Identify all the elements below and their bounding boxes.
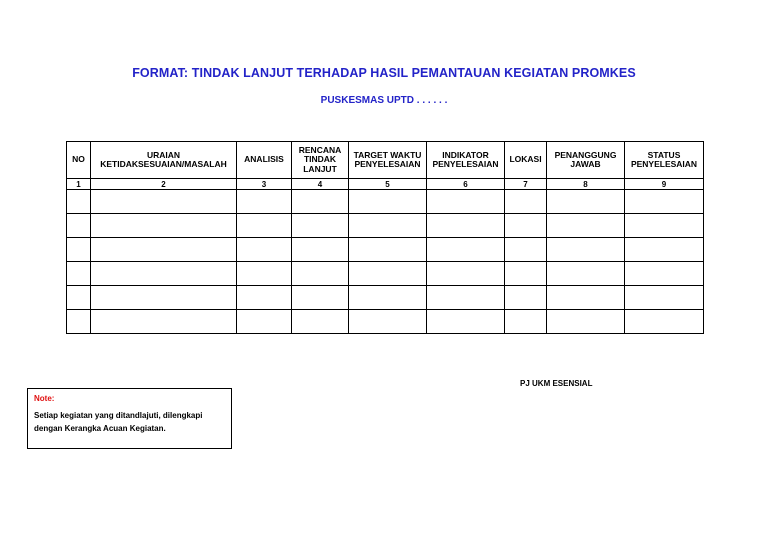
table-cell[interactable]	[625, 238, 704, 262]
col-header-lokasi: LOKASI	[505, 142, 547, 179]
col-header-status: STATUS PENYELESAIAN	[625, 142, 704, 179]
table-cell[interactable]	[292, 190, 349, 214]
table-cell[interactable]	[237, 310, 292, 334]
table-cell[interactable]	[625, 286, 704, 310]
table-cell[interactable]	[91, 190, 237, 214]
table-cell[interactable]	[547, 310, 625, 334]
note-box	[27, 388, 232, 449]
table-cell[interactable]	[547, 262, 625, 286]
table-cell[interactable]	[505, 286, 547, 310]
table-cell[interactable]	[91, 310, 237, 334]
table-cell[interactable]	[349, 262, 427, 286]
table-cell[interactable]	[91, 262, 237, 286]
col-header-no: NO	[67, 142, 91, 179]
table-cell[interactable]	[67, 310, 91, 334]
col-header-rencana: RENCANA TINDAK LANJUT	[292, 142, 349, 179]
col-number: 2	[91, 179, 237, 190]
col-number: 1	[67, 179, 91, 190]
col-number: 5	[349, 179, 427, 190]
table-cell[interactable]	[292, 262, 349, 286]
table-cell[interactable]	[427, 310, 505, 334]
note-text: Setiap kegiatan yang ditandlajuti, dilengkapi dengan Kerangka Acuan Kegiatan.	[34, 411, 203, 433]
table-row	[67, 310, 704, 334]
table-cell[interactable]	[547, 238, 625, 262]
col-number: 6	[427, 179, 505, 190]
table-cell[interactable]	[625, 310, 704, 334]
table-cell[interactable]	[505, 262, 547, 286]
col-header-penanggung: PENANGGUNG JAWAB	[547, 142, 625, 179]
table-cell[interactable]	[91, 286, 237, 310]
table-cell[interactable]	[427, 238, 505, 262]
col-number: 3	[237, 179, 292, 190]
col-number: 9	[625, 179, 704, 190]
col-header-uraian: URAIAN KETIDAKSESUAIAN/MASALAH	[91, 142, 237, 179]
table-cell[interactable]	[349, 286, 427, 310]
table-row	[67, 190, 704, 214]
table-cell[interactable]	[91, 214, 237, 238]
col-header-target: TARGET WAKTU PENYELESAIAN	[349, 142, 427, 179]
signature-label: PJ UKM ESENSIAL	[520, 379, 593, 388]
table-row	[67, 262, 704, 286]
col-header-analisis: ANALISIS	[237, 142, 292, 179]
table-cell[interactable]	[427, 190, 505, 214]
table-cell[interactable]	[292, 238, 349, 262]
table-cell[interactable]	[349, 238, 427, 262]
table-cell[interactable]	[237, 190, 292, 214]
table-cell[interactable]	[292, 214, 349, 238]
col-number: 4	[292, 179, 349, 190]
header-row	[67, 142, 704, 179]
col-number: 8	[547, 179, 625, 190]
table-row	[67, 286, 704, 310]
table-cell[interactable]	[427, 286, 505, 310]
table-cell[interactable]	[427, 262, 505, 286]
column-number-row	[67, 179, 704, 190]
table-cell[interactable]	[349, 214, 427, 238]
table-cell[interactable]	[505, 310, 547, 334]
table-cell[interactable]	[67, 286, 91, 310]
table-cell[interactable]	[547, 214, 625, 238]
table-cell[interactable]	[427, 214, 505, 238]
table-cell[interactable]	[67, 214, 91, 238]
table-cell[interactable]	[625, 190, 704, 214]
follow-up-table	[66, 141, 704, 334]
table-cell[interactable]	[237, 262, 292, 286]
table-cell[interactable]	[237, 238, 292, 262]
table-cell[interactable]	[625, 214, 704, 238]
table-cell[interactable]	[349, 190, 427, 214]
table-cell[interactable]	[625, 262, 704, 286]
table-row	[67, 238, 704, 262]
table-cell[interactable]	[349, 310, 427, 334]
table-cell[interactable]	[505, 238, 547, 262]
document-subtitle: PUSKESMAS UPTD . . . . . .	[320, 95, 448, 106]
table-cell[interactable]	[67, 190, 91, 214]
document-title: FORMAT: TINDAK LANJUT TERHADAP HASIL PEMANTAUAN KEGIATAN PROMKES	[132, 66, 636, 80]
table-cell[interactable]	[237, 214, 292, 238]
table-cell[interactable]	[292, 310, 349, 334]
table-cell[interactable]	[505, 214, 547, 238]
col-number: 7	[505, 179, 547, 190]
table-row	[67, 214, 704, 238]
table-cell[interactable]	[547, 190, 625, 214]
table-cell[interactable]	[67, 262, 91, 286]
table-cell[interactable]	[505, 190, 547, 214]
table-cell[interactable]	[547, 286, 625, 310]
table-cell[interactable]	[292, 286, 349, 310]
note-label: Note:	[34, 394, 55, 403]
table-cell[interactable]	[237, 286, 292, 310]
table-cell[interactable]	[67, 238, 91, 262]
col-header-indikator: INDIKATOR PENYELESAIAN	[427, 142, 505, 179]
table-cell[interactable]	[91, 238, 237, 262]
table-body	[67, 190, 704, 334]
